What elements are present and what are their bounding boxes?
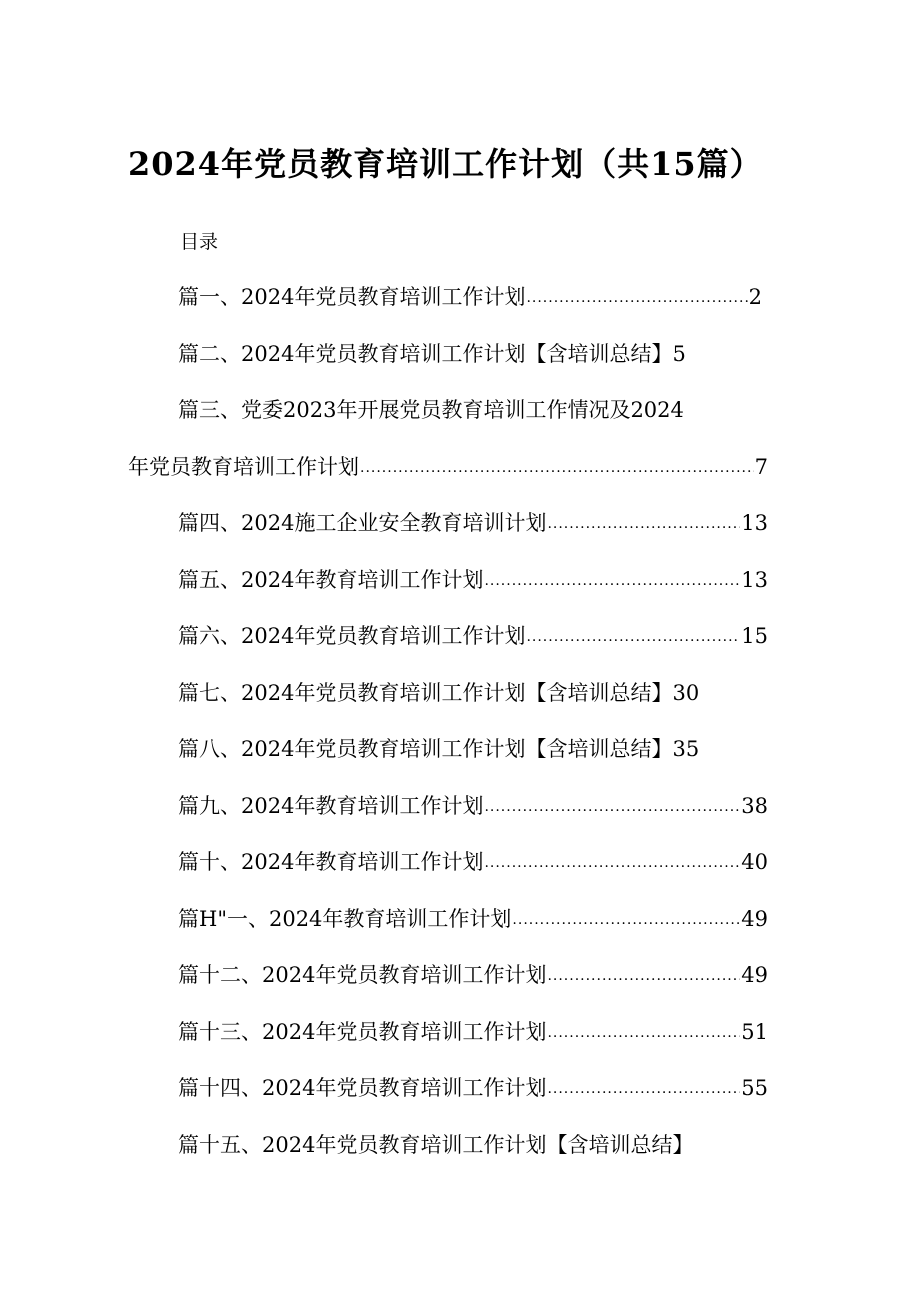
toc-entry-title: 篇八、2024年党员教育培训工作计划【含培训总结】 (178, 737, 673, 761)
toc-entry[interactable] (178, 282, 762, 315)
toc-entry[interactable] (178, 508, 768, 541)
toc-dot-leader (547, 509, 740, 539)
toc-entry[interactable] (178, 1017, 768, 1050)
toc-entry[interactable] (178, 734, 699, 764)
toc-entry-title: 篇七、2024年党员教育培训工作计划【含培训总结】 (178, 681, 673, 705)
toc-dot-leader (547, 1074, 740, 1104)
toc-heading: 目录 (180, 231, 219, 253)
toc-dot-leader (547, 1018, 740, 1048)
toc-dot-leader (526, 622, 740, 652)
toc-entry[interactable] (178, 1073, 768, 1106)
toc-entry-title: 篇十四、2024年党员教育培训工作计划 (178, 1076, 547, 1100)
toc-entry[interactable] (178, 395, 684, 425)
toc-entry[interactable] (178, 678, 699, 708)
toc-entry-title: 篇三、党委2023年开展党员教育培训工作情况及2024 (178, 398, 684, 422)
toc-entry-title: 篇六、2024年党员教育培训工作计划 (178, 624, 526, 648)
toc-entry-title: 篇二、2024年党员教育培训工作计划【含培训总结】 (178, 342, 673, 366)
toc-dot-leader (360, 453, 754, 483)
toc-entry[interactable] (178, 960, 768, 993)
toc-page-number: 49 (741, 907, 768, 931)
toc-page-number: 13 (741, 568, 768, 592)
toc-page-number: 55 (741, 1076, 768, 1100)
toc-entry[interactable] (128, 452, 768, 485)
toc-page-number: 7 (754, 455, 768, 479)
toc-entry-title: 篇九、2024年教育培训工作计划 (178, 794, 484, 818)
toc-page-number: 30 (672, 681, 700, 705)
toc-entry-title: 篇四、2024施工企业安全教育培训计划 (178, 511, 547, 535)
toc-page-number: 13 (741, 511, 768, 535)
toc-dot-leader (484, 792, 740, 822)
toc-entry[interactable] (178, 904, 768, 937)
toc-entry[interactable] (178, 1130, 693, 1160)
toc-entry-title: 篇十三、2024年党员教育培训工作计划 (178, 1020, 547, 1044)
toc-page-number: 35 (672, 737, 700, 761)
toc-page-number: 2 (748, 285, 762, 309)
toc-page-number: 51 (741, 1020, 768, 1044)
toc-page-number: 49 (741, 963, 768, 987)
document-title: 2024年党员教育培训工作计划（共15篇） (128, 145, 763, 183)
toc-dot-leader (484, 566, 740, 596)
toc-dot-leader (526, 283, 747, 313)
toc-entry-title: 篇十、2024年教育培训工作计划 (178, 850, 484, 874)
toc-entry-title: 篇十二、2024年党员教育培训工作计划 (178, 963, 547, 987)
toc-entry[interactable] (178, 339, 686, 369)
toc-page-number: 40 (741, 850, 768, 874)
toc-dot-leader (484, 848, 740, 878)
toc-dot-leader (512, 905, 740, 935)
toc-entry[interactable] (178, 565, 768, 598)
toc-entry-title: 篇一、2024年党员教育培训工作计划 (178, 285, 526, 309)
toc-entry-title: 篇十五、2024年党员教育培训工作计划【含培训总结】 (178, 1133, 694, 1157)
toc-entry-title: 篇五、2024年教育培训工作计划 (178, 568, 484, 592)
toc-page-number: 15 (741, 624, 768, 648)
toc-entry[interactable] (178, 621, 768, 654)
toc-dot-leader (547, 961, 740, 991)
toc-page-number: 38 (741, 794, 768, 818)
toc-entry[interactable] (178, 791, 768, 824)
toc-entry[interactable] (178, 847, 768, 880)
toc-entry-title: 年党员教育培训工作计划 (128, 455, 359, 479)
toc-entry-title: 篇H"一、2024年教育培训工作计划 (178, 907, 512, 931)
toc-page-number: 5 (672, 342, 686, 366)
